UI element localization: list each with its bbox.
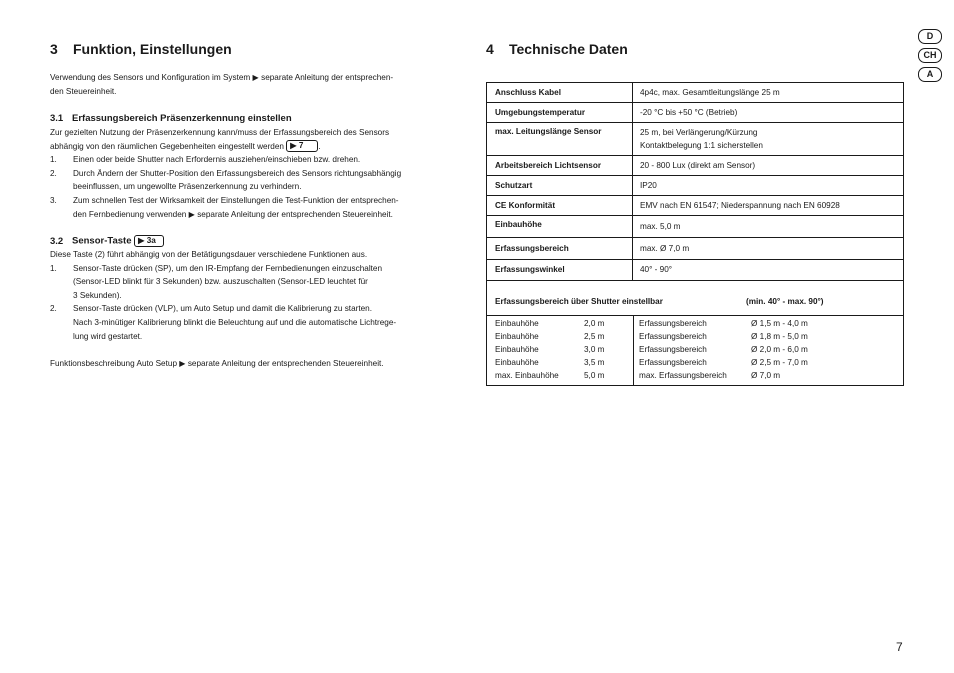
- list-number: 1.: [50, 263, 57, 273]
- text-line: Zur gezielten Nutzung der Präsenzerkennung kann/muss der Erfassungsbereich des Sensors: [50, 128, 390, 137]
- language-badge-ch: CH: [918, 48, 942, 63]
- language-badge-d: D: [918, 29, 942, 44]
- text-line: den Steuereinheit.: [50, 86, 117, 96]
- table-row: [486, 196, 904, 216]
- subsection-number: 3.2: [50, 235, 64, 247]
- height-value: 5,0 m: [584, 370, 605, 380]
- column-divider: [633, 316, 634, 385]
- row-label: CE Konformität: [487, 196, 633, 215]
- range-label: max. Erfassungsbereich: [639, 370, 727, 380]
- technical-data-table: [486, 82, 904, 386]
- table-row: [486, 238, 904, 260]
- height-label: Einbauhöhe: [495, 357, 539, 367]
- row-value: max. Ø 7,0 m: [640, 244, 690, 253]
- list-item: [50, 302, 470, 343]
- subsection-title: Sensor-Taste: [72, 235, 132, 247]
- section-4-heading: [486, 41, 628, 57]
- intro-paragraph: [50, 71, 470, 98]
- height-label: max. Einbauhöhe: [495, 370, 559, 380]
- table-row: [486, 103, 904, 123]
- row-value: EMV nach EN 61547; Niederspannung nach EN 60928: [640, 201, 840, 210]
- text-span: .: [318, 141, 321, 151]
- text-line: [50, 140, 470, 154]
- table-row: [486, 216, 904, 238]
- height-value: 3,0 m: [584, 344, 605, 354]
- row-label: max. Leitungslänge Sensor: [487, 123, 633, 155]
- row-value: 20 - 800 Lux (direkt am Sensor): [640, 161, 756, 170]
- height-value: 2,0 m: [584, 319, 605, 328]
- row-value: [633, 123, 903, 152]
- shutter-values-block: [486, 316, 904, 386]
- range-value: Ø 1,5 m - 4,0 m: [751, 319, 808, 328]
- text-line: Einen oder beide Shutter nach Erfordernis ausziehen/einschieben bzw. drehen.: [73, 155, 361, 165]
- text-line: 25 m, bei Verlängerung/Kürzung: [640, 128, 758, 137]
- text-line: lung wird gestartet.: [73, 331, 143, 341]
- text-line: beeinflussen, um ungewollte Präsenzerkennung zu verhindern.: [73, 182, 302, 192]
- subsection-title: Erfassungsbereich Präsenzerkennung einstellen: [72, 113, 292, 124]
- range-label: Erfassungsbereich: [639, 319, 707, 328]
- page-number: 7: [896, 640, 903, 654]
- range-label: Erfassungsbereich: [639, 344, 707, 354]
- row-label: Erfassungswinkel: [487, 260, 633, 280]
- height-value: 2,5 m: [584, 331, 605, 341]
- height-label: Einbauhöhe: [495, 344, 539, 354]
- table-row: [486, 123, 904, 156]
- row-value: max. 5,0 m: [640, 222, 681, 231]
- text-line: Kontaktbelegung 1:1 sicherstellen: [640, 141, 763, 150]
- text-line: Verwendung des Sensors und Konfiguration im System ▶ separate Anleitung der entsprechen-: [50, 73, 394, 82]
- height-values-column: [584, 318, 604, 383]
- text-line: Sensor-Taste drücken (SP), um den IR-Empfang der Fernbedienungen einzuschalten: [73, 263, 383, 273]
- shutter-range: (min. 40° - max. 90°): [746, 297, 824, 306]
- list-number: 2.: [50, 168, 57, 178]
- figure-reference: ▶ 3a: [134, 235, 164, 247]
- row-value: 40° - 90°: [640, 265, 673, 274]
- range-value: Ø 7,0 m: [751, 370, 781, 380]
- range-values-column: [751, 318, 808, 383]
- text-line: 3 Sekunden).: [73, 290, 122, 300]
- table-row: [486, 82, 904, 103]
- list-number: 1.: [50, 155, 57, 165]
- section-title: Funktion, Einstellungen: [73, 41, 232, 57]
- height-label: Einbauhöhe: [495, 319, 539, 328]
- text-line: Durch Ändern der Shutter-Position den Erfassungsbereich des Sensors richtungsabhängig: [73, 168, 402, 178]
- row-label: Erfassungsbereich: [487, 238, 633, 259]
- shutter-title: Erfassungsbereich über Shutter einstellbar: [495, 297, 663, 306]
- shutter-header-row: [486, 281, 904, 316]
- list-number: 2.: [50, 304, 57, 314]
- section-number: 4: [486, 41, 494, 57]
- range-value: Ø 2,5 m - 7,0 m: [751, 357, 808, 367]
- height-value: 3,5 m: [584, 357, 605, 367]
- list-number: 3.: [50, 195, 57, 205]
- section-3-heading: [50, 41, 232, 57]
- figure-reference: ▶ 7: [286, 140, 318, 152]
- range-value: Ø 2,0 m - 6,0 m: [751, 344, 808, 354]
- text-line: den Fernbedienung verwenden ▶ separate Anleitung der entsprechenden Steuereinheit.: [73, 209, 393, 219]
- subsection-3-2-body: [50, 248, 470, 343]
- row-value: IP20: [640, 181, 657, 190]
- auto-setup-note: Funktionsbeschreibung Auto Setup ▶ separate Anleitung der entsprechenden Steuereinheit.: [50, 359, 384, 368]
- text-line: Nach 3-minütiger Kalibrierung blinkt die Beleuchtung auf und die automatische Lichtrege-: [73, 317, 397, 327]
- row-label: Schutzart: [487, 176, 633, 195]
- height-labels-column: [495, 318, 559, 383]
- text-line: Diese Taste (2) führt abhängig von der Betätigungsdauer verschiedene Funktionen aus.: [50, 250, 368, 259]
- language-badge-a: A: [918, 67, 942, 82]
- section-number: 3: [50, 41, 58, 57]
- table-row: [486, 260, 904, 281]
- list-item: [50, 194, 470, 221]
- row-label: Anschluss Kabel: [487, 83, 633, 102]
- list-item: [50, 167, 470, 194]
- subsection-3-1-body: [50, 126, 470, 221]
- section-title: Technische Daten: [509, 41, 628, 57]
- list-item: [50, 262, 470, 303]
- subsection-number: 3.1: [50, 113, 64, 124]
- row-value: 4p4c, max. Gesamtleitungslänge 25 m: [640, 88, 780, 97]
- subsection-3-1-heading: [50, 113, 292, 124]
- list-item: [50, 153, 470, 167]
- height-label: Einbauhöhe: [495, 331, 539, 341]
- range-label: Erfassungsbereich: [639, 331, 707, 341]
- table-row: [486, 156, 904, 176]
- table-row: [486, 176, 904, 196]
- text-line: Zum schnellen Test der Wirksamkeit der Einstellungen die Test-Funktion der entsprechen-: [73, 195, 399, 205]
- range-label: Erfassungsbereich: [639, 357, 707, 367]
- text-span: abhängig von den räumlichen Gegebenheiten eingestellt werden: [50, 141, 284, 151]
- row-value: -20 °C bis +50 °C (Betrieb): [640, 108, 738, 117]
- row-label: Einbauhöhe: [487, 216, 633, 237]
- row-label: Arbeitsbereich Lichtsensor: [487, 156, 633, 175]
- row-label: Umgebungstemperatur: [487, 103, 633, 122]
- range-labels-column: [639, 318, 727, 383]
- text-line: Sensor-Taste drücken (VLP), um Auto Setup und damit die Kalibrierung zu starten.: [73, 304, 373, 314]
- text-line: (Sensor-LED blinkt für 3 Sekunden) bzw. auszuschalten (Sensor-LED leuchtet für: [73, 277, 368, 287]
- subsection-3-2-heading: [50, 235, 164, 247]
- range-value: Ø 1,8 m - 5,0 m: [751, 331, 808, 341]
